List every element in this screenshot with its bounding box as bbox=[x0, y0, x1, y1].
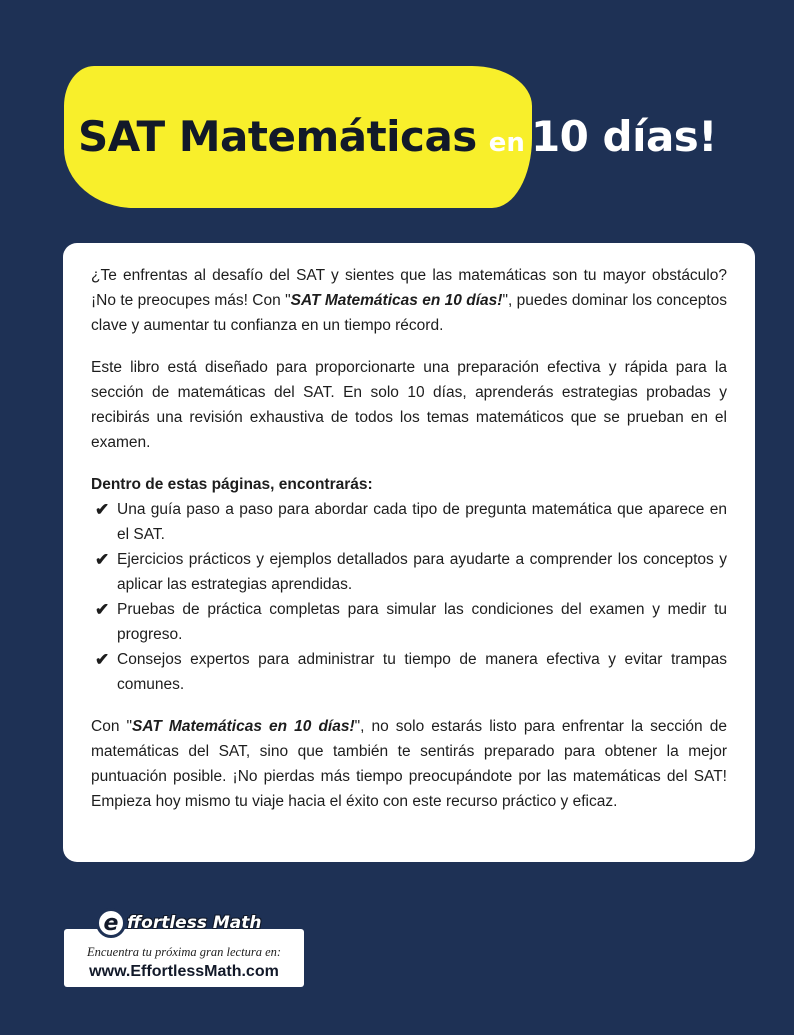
list-item bbox=[91, 497, 727, 547]
publisher-website[interactable]: www.EffortlessMath.com bbox=[89, 963, 279, 980]
closing-text-1: Con " bbox=[91, 718, 132, 735]
checkmark-icon: ✔ bbox=[95, 600, 110, 619]
closing-paragraph bbox=[91, 714, 727, 814]
list-item bbox=[91, 597, 727, 647]
page-title bbox=[78, 112, 717, 161]
intro-text-2: ", puedes dominar los conceptos clave y aumentar tu confianza en un tiempo récord. bbox=[91, 292, 728, 334]
intro-book-title: SAT Matemáticas en 10 días! bbox=[290, 292, 503, 309]
publisher-logo bbox=[96, 906, 261, 940]
list-item bbox=[91, 647, 727, 697]
closing-text-2: ", no solo estarás listo para enfrentar la sección de matemáticas del SAT, sino que también te sentirás preparado para obtener la mejor puntuación posible. ¡No pierdas más tiempo preocupándote por las matemáticas del SAT! Empieza hoy mismo tu viaje hacia el éxito con este recurso práctico y eficaz. bbox=[91, 718, 727, 810]
checkmark-icon: ✔ bbox=[95, 500, 110, 519]
list-item-text: Consejos expertos para administrar tu tiempo de manera efectiva y evitar trampas comunes. bbox=[117, 651, 727, 693]
checkmark-icon: ✔ bbox=[95, 650, 110, 669]
list-item-text: Una guía paso a paso para abordar cada tipo de pregunta matemática que aparece en el SAT. bbox=[117, 501, 727, 543]
features-list bbox=[91, 497, 727, 697]
list-item-text: Pruebas de práctica completas para simular las condiciones del examen y medir tu progreso. bbox=[117, 601, 727, 643]
list-heading: Dentro de estas páginas, encontrarás: bbox=[91, 476, 373, 493]
publisher-tagline: Encuentra tu próxima gran lectura en: bbox=[86, 945, 282, 959]
title-days: 10 días! bbox=[530, 112, 717, 161]
intro-paragraph bbox=[91, 263, 727, 338]
description-card bbox=[63, 243, 755, 862]
list-item-text: Ejercicios prácticos y ejemplos detallados para ayudarte a comprender los conceptos y aplicar las estrategias aprendidas. bbox=[117, 551, 727, 593]
title-en: en bbox=[488, 128, 525, 158]
closing-book-title: SAT Matemáticas en 10 días! bbox=[132, 718, 355, 735]
list-item bbox=[91, 547, 727, 597]
logo-e-icon: e bbox=[96, 908, 126, 938]
logo-text: ffortless Math bbox=[127, 913, 262, 933]
checkmark-icon: ✔ bbox=[95, 550, 110, 569]
intro-text-1: ¿Te enfrentas al desafío del SAT y sientes que las matemáticas son tu mayor obstáculo? ¡No te preocupes más! Con " bbox=[91, 267, 727, 309]
title-main: SAT Matemáticas bbox=[78, 112, 477, 161]
description-paragraph: Este libro está diseñado para proporcionarte una preparación efectiva y rápida para la sección de matemáticas del SAT. En solo 10 días, aprenderás estrategias probadas y recibirás una revisión exhaustiva de todos los temas matemáticos que se prueban en el examen. bbox=[91, 359, 727, 451]
